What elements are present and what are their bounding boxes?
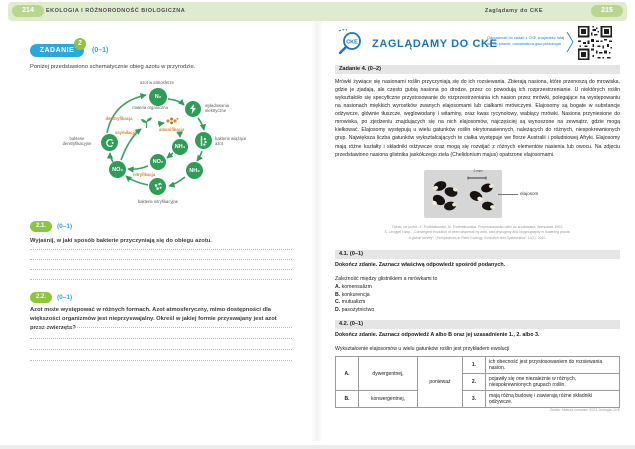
- lightning-node: [185, 101, 201, 117]
- task2-points: (0–1): [92, 47, 109, 54]
- q22-pill: 2.2.: [30, 292, 52, 303]
- right-page-number: 215: [591, 5, 623, 17]
- chevron-right-icon: [566, 31, 574, 53]
- node-no2: NO₂: [150, 154, 166, 170]
- right-section-title: Zaglądamy do CKE: [484, 8, 543, 14]
- citation-line2: S. Lengyel i wsp., „Convergent evolution of seed dispersal by ants, and phylogeny and biogeography in flowering plants:: [384, 230, 571, 235]
- cke-magnifier-icon: [336, 28, 366, 58]
- q22-text: Azot może występować w różnych formach. Azot atmosferyczny, mimo dostępności dla większości organizmów jest nieprzyswajalny. Określ w jakiej formie przyswajany jest azot przez zwierzęta?: [30, 307, 277, 331]
- answer-line: [30, 278, 292, 280]
- q42-decision-table: [335, 356, 620, 408]
- label-ammonification: amonifikacja: [159, 127, 185, 132]
- task2-number-badge: 2: [74, 38, 86, 50]
- node-nh4: NH₄: [172, 139, 188, 155]
- q42-header-bar: 4.2. (0–1): [335, 320, 620, 329]
- q41-options: [335, 284, 620, 314]
- cke-note-line1: Odpowiedzi do zadań z CKE znajdziesz tutaj: [487, 35, 565, 40]
- label-denitrifying-bacteria: bakterie denitryfikacyjne: [62, 136, 92, 147]
- left-section-title: EKOLOGIA I RÓŻNORODNOŚĆ BIOLOGICZNA: [46, 8, 186, 14]
- label-assimilation: asymilacja: [115, 130, 137, 135]
- table-cell-b-letter: B.: [336, 391, 359, 408]
- table-cell-a-term: dywergentnej,: [359, 357, 418, 391]
- photo-scale-label: 2 mm: [473, 169, 483, 173]
- page-spine-divider: [311, 21, 323, 441]
- option-a: [335, 284, 620, 290]
- answer-line: [30, 337, 292, 339]
- table-cell-3-num: 3.: [463, 391, 486, 408]
- page-bottom-edge: [0, 445, 635, 449]
- q21-text: Wyjaśnij, w jaki sposób bakterie przyczyniają się do obiegu azotu.: [30, 238, 212, 244]
- table-cell-2-text: pojawiły się one niezależnie w różnych, niespokrewnionych grupach roślin.: [486, 374, 620, 391]
- option-d: [335, 307, 620, 313]
- bacteria-dots-icon: [153, 182, 163, 192]
- nitrifying-bacteria-node: [149, 178, 166, 195]
- option-c: [335, 299, 620, 305]
- answer-line: [30, 248, 292, 250]
- seeds-illustration: [424, 170, 502, 218]
- option-b-letter: B.: [335, 291, 341, 298]
- seeds-photo: [424, 170, 502, 218]
- root-nodules-icon: [199, 136, 208, 146]
- table-cell-a-letter: A.: [336, 357, 359, 391]
- q21-points: (0–1): [57, 223, 73, 230]
- cke-section-title: ZAGLĄDAMY DO CKE: [372, 38, 498, 50]
- node-n2: N₂: [149, 88, 167, 106]
- table-cell-3-text: mają różną budowę i zawierają różne składniki odżywcze.: [486, 391, 620, 408]
- task2-intro: Poniżej przedstawiono schematycznie obieg azotu w przyrodzie.: [30, 64, 196, 70]
- option-d-letter: D.: [335, 306, 341, 313]
- q22-points: (0–1): [57, 294, 73, 301]
- photo-citation: [345, 225, 610, 241]
- photo-annotation: elajosom: [520, 191, 539, 196]
- label-atmosphere: azot w atmosferze: [140, 80, 174, 85]
- qr-code: [578, 26, 612, 60]
- cke-note: [487, 35, 567, 47]
- elajosom-pointer-line: [498, 194, 518, 195]
- option-c-letter: C.: [335, 299, 341, 306]
- task4-header-bar: Zadanie 4. (0–2): [335, 65, 620, 74]
- table-cell-1-num: 1.: [463, 357, 486, 374]
- q41-header-bar: 4.1. (0–1): [335, 250, 620, 259]
- table-cell-2-num: 2.: [463, 374, 486, 391]
- q41-instruction: Dokończ zdanie. Zaznacz właściwą odpowiedź spośród podanych.: [335, 262, 506, 268]
- nitrogen-cycle-diagram: [55, 80, 310, 216]
- label-fixing-bacteria: bakterie wiążące azot: [215, 136, 247, 147]
- answer-line: [30, 326, 292, 328]
- table-cell-b-term: konwergentnej,: [359, 391, 418, 408]
- label-nitrification: nitryfikacja: [133, 172, 156, 177]
- q41-stem: Zależność między glistnikiem a mrówkami to: [335, 276, 438, 282]
- option-a-text: komensalizm: [341, 284, 372, 290]
- decomposers-icon: [165, 116, 179, 126]
- answer-line: [30, 258, 292, 260]
- option-b: [335, 292, 620, 298]
- answer-line: [30, 359, 292, 361]
- q21-pill: 2.1.: [30, 221, 52, 232]
- cke-note-line2: lub na stronie: nowamatura.gwo.pl/biologia: [487, 40, 561, 46]
- fixing-bacteria-node: [195, 132, 212, 149]
- node-no3: NO₃: [109, 161, 126, 178]
- option-c-text: mutualizm: [341, 299, 366, 306]
- table-cell-connector: ponieważ: [418, 357, 463, 408]
- bacteria-squiggle-icon: [105, 138, 115, 148]
- task-source: Źródło: Matura czerwiec 2023, biologia CKE: [549, 408, 620, 412]
- citation-line1: Oprac. na podst.: Z. Podbielkowski, M. Podbielkowska, Przystosowania roślin do środowiska, Warszawa 1992;: [391, 225, 564, 229]
- option-d-text: pasożytnictwo: [341, 306, 375, 313]
- answer-line: [30, 268, 292, 270]
- label-denitrification: denitryfikacja: [105, 116, 133, 121]
- answer-line: [30, 348, 292, 350]
- citation-line3: A global survey”, „Perspectives in Plant Ecology, Evolution and Systematics” 12(1), 2010.: [408, 235, 547, 240]
- option-b-text: konkurencja: [341, 291, 370, 298]
- node-nh3: NH₃: [186, 162, 203, 179]
- svg-text:CKE: CKE: [346, 39, 358, 46]
- option-a-letter: A.: [335, 284, 341, 290]
- label-nitrifying-bacteria: bakterie nitryfikacyjne: [137, 199, 179, 204]
- lightning-icon: [189, 104, 197, 114]
- task4-body: Mrówki żywiące się nasionami roślin przyczyniają się do ich rozsiewania. Zbierają nasiona, które przenoszą do mrowiska, gdzie je zjadają, ale często gubią nasiona po drodze, przez co powodują ich rozprzestrzenianie. U niektórych roślin wykształciło się specyficzne przystosowanie do rozprzestrzeniania ich nasion przez mrówki, polegające na występowaniu na nasionach miękkich wyrostków zwanych elajosomami lub ciałkami mrówczymi. Elajosomy są bogate w substancje odżywcze, głównie tłuszcze, węglowodany i witaminy, oraz kwas rycynolowy, wabiący mrówki. Nasiona przyniesione do mrowiska, po zjedzeniu znajdujących się na nich elajosomów, najczęściej są wynoszone na zewnątrz, gdzie mogą kiełkować. Elajosomy występują u wielu gatunków roślin okrytonasiennych, należących do różnych, niespokrewnionych grup. Największa liczba gatunków wykształcających te ciałka występuje we florze Australii i południowej Afryki. Elajosomy mają różne kształty i składniki odżywcze oraz mogą się rozwijać z różnych elementów nasienia lub owocu. Na zdjęciu przedstawiono nasiona glistnika jaskółczego ziela (Chelidonium majus) opatrzone elajosomami.: [335, 79, 620, 158]
- label-organic-matter: materia organiczna: [132, 105, 168, 110]
- left-page-number: 214: [12, 5, 44, 17]
- task2-pill: ZADANIE: [30, 44, 84, 57]
- label-lightning: wyładowania elektryczne: [205, 103, 229, 114]
- q42-stem: Wykształcenie elajosomów u wielu gatunków roślin jest przykładem ewolucji: [335, 346, 510, 352]
- table-cell-1-text: ich obecność jest przystosowaniem do rozsiewania nasion.: [486, 357, 620, 374]
- q42-instruction: Dokończ zdanie. Zaznacz odpowiedź A albo B oraz jej uzasadnienie 1., 2. albo 3.: [335, 332, 540, 338]
- denitrifying-bacteria-node: [101, 134, 118, 151]
